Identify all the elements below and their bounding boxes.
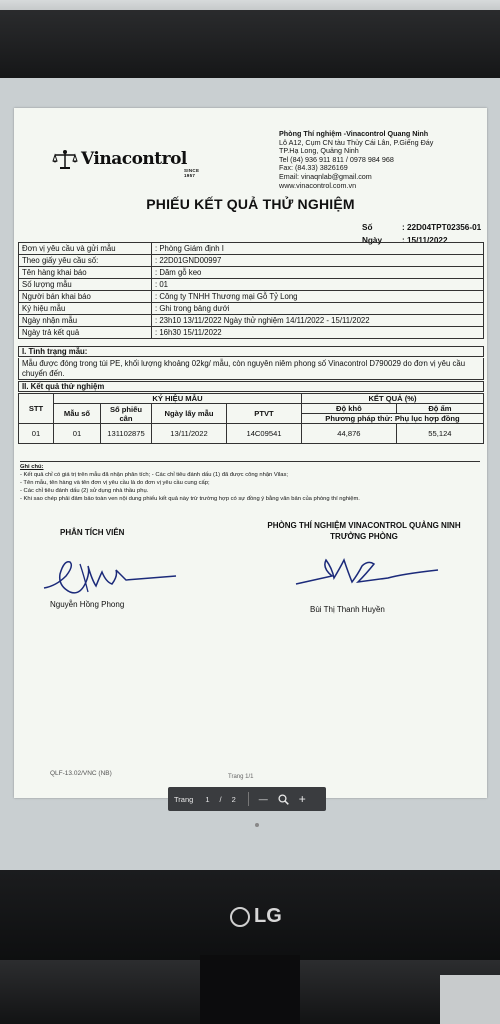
info-key: Ký hiệu mẫu [19, 303, 152, 315]
header-ket-qua: KẾT QUẢ (%) [302, 394, 484, 404]
info-value: : 23h10 13/11/2022 Ngày thử nghiệm 14/11/2022 - 15/11/2022 [152, 315, 484, 327]
results-header-row [19, 394, 484, 404]
header-do-am: Độ ẩm [396, 404, 483, 414]
info-key: Tên hàng khai báo [19, 267, 152, 279]
header-stt: STT [19, 394, 54, 424]
toolbar-divider [248, 792, 249, 806]
info-row [19, 303, 484, 315]
header-phuong-phap: Phương pháp thử: Phụ lục hợp đồng [302, 414, 484, 424]
results-table [18, 393, 484, 444]
page-label: Trang [174, 794, 194, 804]
zoom-in-button[interactable]: + [298, 792, 306, 806]
info-row [19, 291, 484, 303]
info-row [19, 255, 484, 267]
pdf-toolbar [168, 787, 326, 811]
lab-head-title [244, 520, 484, 542]
header-mau-so: Mẫu số [54, 404, 101, 424]
info-value: : Ghi trong bảng dưới [152, 303, 484, 315]
notes-title: Ghi chú: [20, 464, 44, 470]
lab-head-role: TRƯỞNG PHÒNG [330, 532, 398, 541]
lab-head-name: Bùi Thị Thanh Huyền [310, 605, 385, 614]
ngay-label: Ngày [362, 236, 383, 245]
note-line: - Kết quả chỉ có giá trị trên mẫu đã nhận phân tích; - Các chỉ tiêu đánh dấu (1) đã được công nhận Vilas; [20, 472, 288, 478]
zoom-out-button[interactable]: — [258, 794, 268, 804]
lg-logo [230, 905, 282, 928]
notes-block [20, 461, 480, 503]
scales-icon [52, 148, 78, 170]
document-page [14, 108, 487, 798]
analyst-name: Nguyễn Hồng Phong [50, 600, 125, 609]
lab-address-line1: Lô A12, Cụm CN tàu Thủy Cái Lân, P.Giếng Đáy [279, 137, 434, 147]
total-pages: 2 [231, 794, 236, 804]
info-row [19, 243, 484, 255]
info-key: Số lượng mẫu [19, 279, 152, 291]
lg-circle-icon [230, 907, 250, 927]
page-separator: / [219, 794, 222, 804]
logo-text: Vinacontrol [81, 149, 187, 169]
cell-do-am: 55,124 [396, 424, 483, 444]
note-line: - Các chỉ tiêu đánh dấu (2) sử dụng nhà thầu phụ. [20, 488, 149, 494]
header-ky-hieu: KÝ HIỆU MẪU [54, 394, 302, 404]
lab-email: Email: vinaqnlab@gmail.com [279, 171, 372, 181]
desk-corner [440, 975, 500, 1024]
section-1-text: Mẫu được đóng trong túi PE, khối lượng khoảng 02kg/ mẫu, còn nguyên niêm phong số Vinacontrol D790029 do đơn vị yêu cầu chuyển đến. [18, 358, 484, 380]
page-indicator: Trang 1/1 [228, 774, 254, 780]
header-ptvt: PTVT [227, 404, 302, 424]
header-ngay-lay-mau: Ngày lấy mẫu [152, 404, 227, 424]
info-row [19, 315, 484, 327]
info-row [19, 267, 484, 279]
analyst-title: PHÂN TÍCH VIÊN [60, 528, 125, 537]
info-value: : 16h30 15/11/2022 [152, 327, 484, 339]
note-line: - Tên mẫu, tên hàng và tên đơn vị yêu cầu là do đơn vị yêu cầu cung cấp; [20, 480, 210, 486]
analyst-signature [36, 546, 186, 601]
header-so-phieu-can: Số phiếu cân [101, 404, 152, 424]
monitor-top-bezel [0, 10, 500, 80]
cell-mau-so: 01 [54, 424, 101, 444]
info-value: : Công ty TNHH Thương mại Gỗ Tỷ Long [152, 291, 484, 303]
results-subheader-row [19, 404, 484, 414]
info-key: Đơn vị yêu cầu và gửi mẫu [19, 243, 152, 255]
report-date: : 15/11/2022 [402, 236, 448, 245]
logo-since: SINCE 1957 [184, 168, 200, 178]
info-key: Theo giấy yêu cầu số: [19, 255, 152, 267]
header-do-kho: Độ khô [302, 404, 397, 414]
cell-ngay-lay: 13/11/2022 [152, 424, 227, 444]
monitor-stand [200, 955, 300, 1024]
info-key: Ngày nhận mẫu [19, 315, 152, 327]
cell-stt: 01 [19, 424, 54, 444]
lab-address-line2: TP.Hạ Long, Quảng Ninh [279, 146, 359, 156]
request-info-table [18, 242, 484, 339]
document-title: PHIẾU KẾT QUẢ THỬ NGHIỆM [146, 196, 355, 212]
vinacontrol-logo [52, 148, 200, 178]
info-key: Ngày trả kết quả [19, 327, 152, 339]
cell-ptvt: 14C09541 [227, 424, 302, 444]
lab-website: www.vinacontrol.com.vn [279, 180, 357, 190]
lab-name: Phòng Thí nghiệm -Vinacontrol Quang Ninh [279, 129, 429, 138]
info-value: : Dăm gỗ keo [152, 267, 484, 279]
lab-tel: Tel (84) 936 911 811 / 0978 984 968 [279, 154, 394, 164]
lab-head-signature [292, 546, 442, 596]
info-key: Người bán khai báo [19, 291, 152, 303]
info-value: : 01 [152, 279, 484, 291]
zoom-icon[interactable] [278, 794, 289, 805]
form-code: QLF-13.02/VNC (NB) [50, 770, 112, 777]
note-line: - Khi sao chép phải đảm bảo toàn ven nội dung phiếu kết quả này trừ trường hợp có sự đồng ý bằng văn bản của phòng thí nghiệm. [20, 496, 360, 502]
so-label: Số [362, 223, 373, 232]
lab-address-block [279, 130, 433, 190]
monitor-brand: LG [254, 905, 282, 927]
lab-head-org: PHÒNG THÍ NGHIỆM VINACONTROL QUẢNG NINH [267, 521, 461, 530]
info-row [19, 279, 484, 291]
cell-so-phieu: 131102875 [101, 424, 152, 444]
info-value: : Phòng Giám định I [152, 243, 484, 255]
table-row [19, 424, 484, 444]
report-number: : 22D04TPT02356-01 [402, 223, 482, 232]
current-page-input[interactable]: 1 [205, 794, 210, 804]
section-2-title: II. Kết quả thử nghiệm [18, 381, 484, 392]
info-row [19, 327, 484, 339]
info-value: : 22D01GND00997 [152, 255, 484, 267]
cell-do-kho: 44,876 [302, 424, 397, 444]
lab-fax: Fax: (84.33) 3826169 [279, 163, 348, 173]
scroll-dot [255, 823, 259, 827]
section-1-title: I. Tình trạng mẫu: [18, 346, 484, 357]
